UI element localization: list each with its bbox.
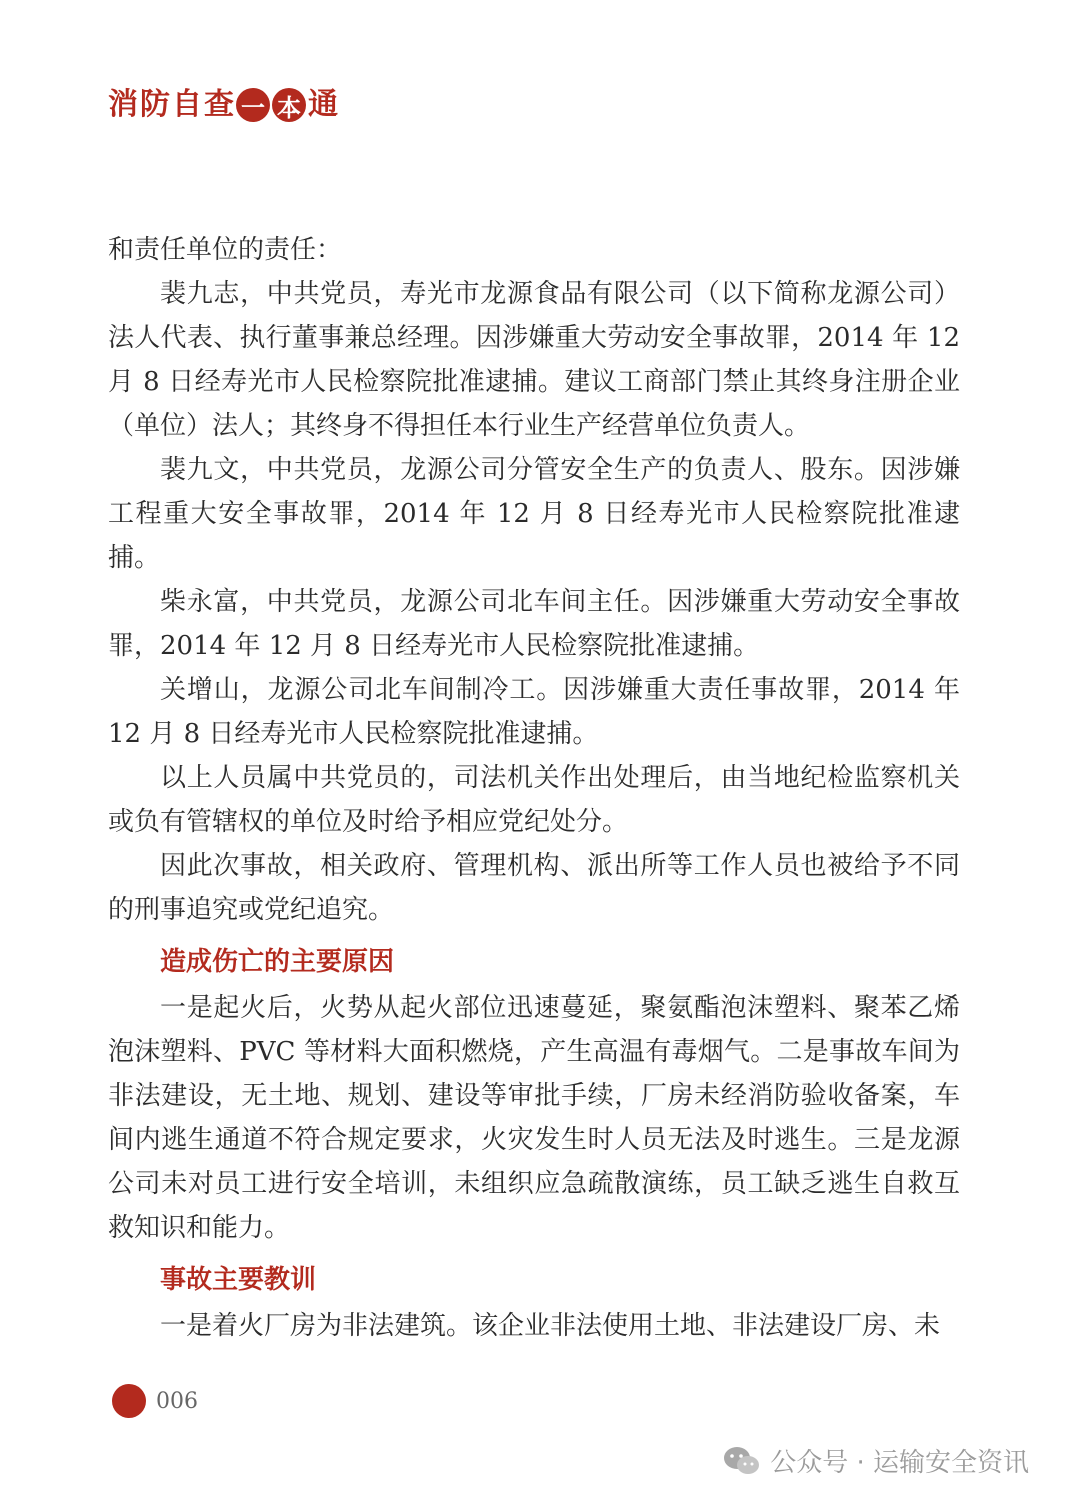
paragraph: 一是着火厂房为非法建筑。该企业非法使用土地、非法建设厂房、未	[160, 1311, 941, 1341]
paragraph: 以上人员属中共党员的，司法机关作出处理后，由当地纪检监察机关或负有管辖权的单位及时给予相应党纪处分。	[108, 763, 960, 837]
page-body	[108, 228, 960, 1348]
paragraph: 关增山，龙源公司北车间制冷工。因涉嫌重大责任事故罪，2014 年 12 月 8 日经寿光市人民检察院批准逮捕。	[108, 675, 960, 749]
paragraph: 和责任单位的责任：	[108, 235, 343, 265]
header-char: 查	[204, 87, 234, 122]
page-number	[112, 1384, 198, 1418]
header-char: 消	[108, 87, 138, 122]
paragraph: 柴永富，中共党员，龙源公司北车间主任。因涉嫌重大劳动安全事故罪，2014 年 12 月 8 日经寿光市人民检察院批准逮捕。	[108, 587, 960, 661]
section-heading: 事故主要教训	[160, 1265, 317, 1295]
header-char: 通	[308, 87, 338, 122]
paragraph: 裴九志，中共党员，寿光市龙源食品有限公司（以下简称龙源公司）法人代表、执行董事兼总经理。因涉嫌重大劳动安全事故罪，2014 年 12 月 8 日经寿光市人民检察院批准逮捕。建议工商部门禁止其终身注册企业（单位）法人；其终身不得担任本行业生产经营单位负责人。	[108, 279, 960, 441]
watermark	[722, 1442, 1029, 1479]
page-number-text: 006	[156, 1388, 198, 1414]
wechat-icon	[722, 1445, 762, 1477]
header-char-circled: 一	[236, 88, 270, 122]
paragraph: 裴九文，中共党员，龙源公司分管安全生产的负责人、股东。因涉嫌工程重大安全事故罪，2014 年 12 月 8 日经寿光市人民检察院批准逮捕。	[108, 455, 960, 573]
page-number-dot	[112, 1384, 146, 1418]
header-char: 自	[172, 87, 202, 122]
paragraph: 因此次事故，相关政府、管理机构、派出所等工作人员也被给予不同的刑事追究或党纪追究。	[108, 851, 960, 925]
section-heading: 造成伤亡的主要原因	[160, 947, 395, 977]
watermark-text: 公众号 · 运输安全资讯	[770, 1448, 1029, 1478]
book-title-header	[108, 86, 338, 124]
header-char: 防	[140, 87, 170, 122]
paragraph: 一是起火后，火势从起火部位迅速蔓延，聚氨酯泡沫塑料、聚苯乙烯泡沫塑料、PVC 等材料大面积燃烧，产生高温有毒烟气。二是事故车间为非法建设，无土地、规划、建设等审批手续，厂房未经消防验收备案，车间内逃生通道不符合规定要求，火灾发生时人员无法及时逃生。三是龙源公司未对员工进行安全培训，未组织应急疏散演练，员工缺乏逃生自救互救知识和能力。	[108, 993, 960, 1243]
header-char-circled: 本	[272, 88, 306, 122]
